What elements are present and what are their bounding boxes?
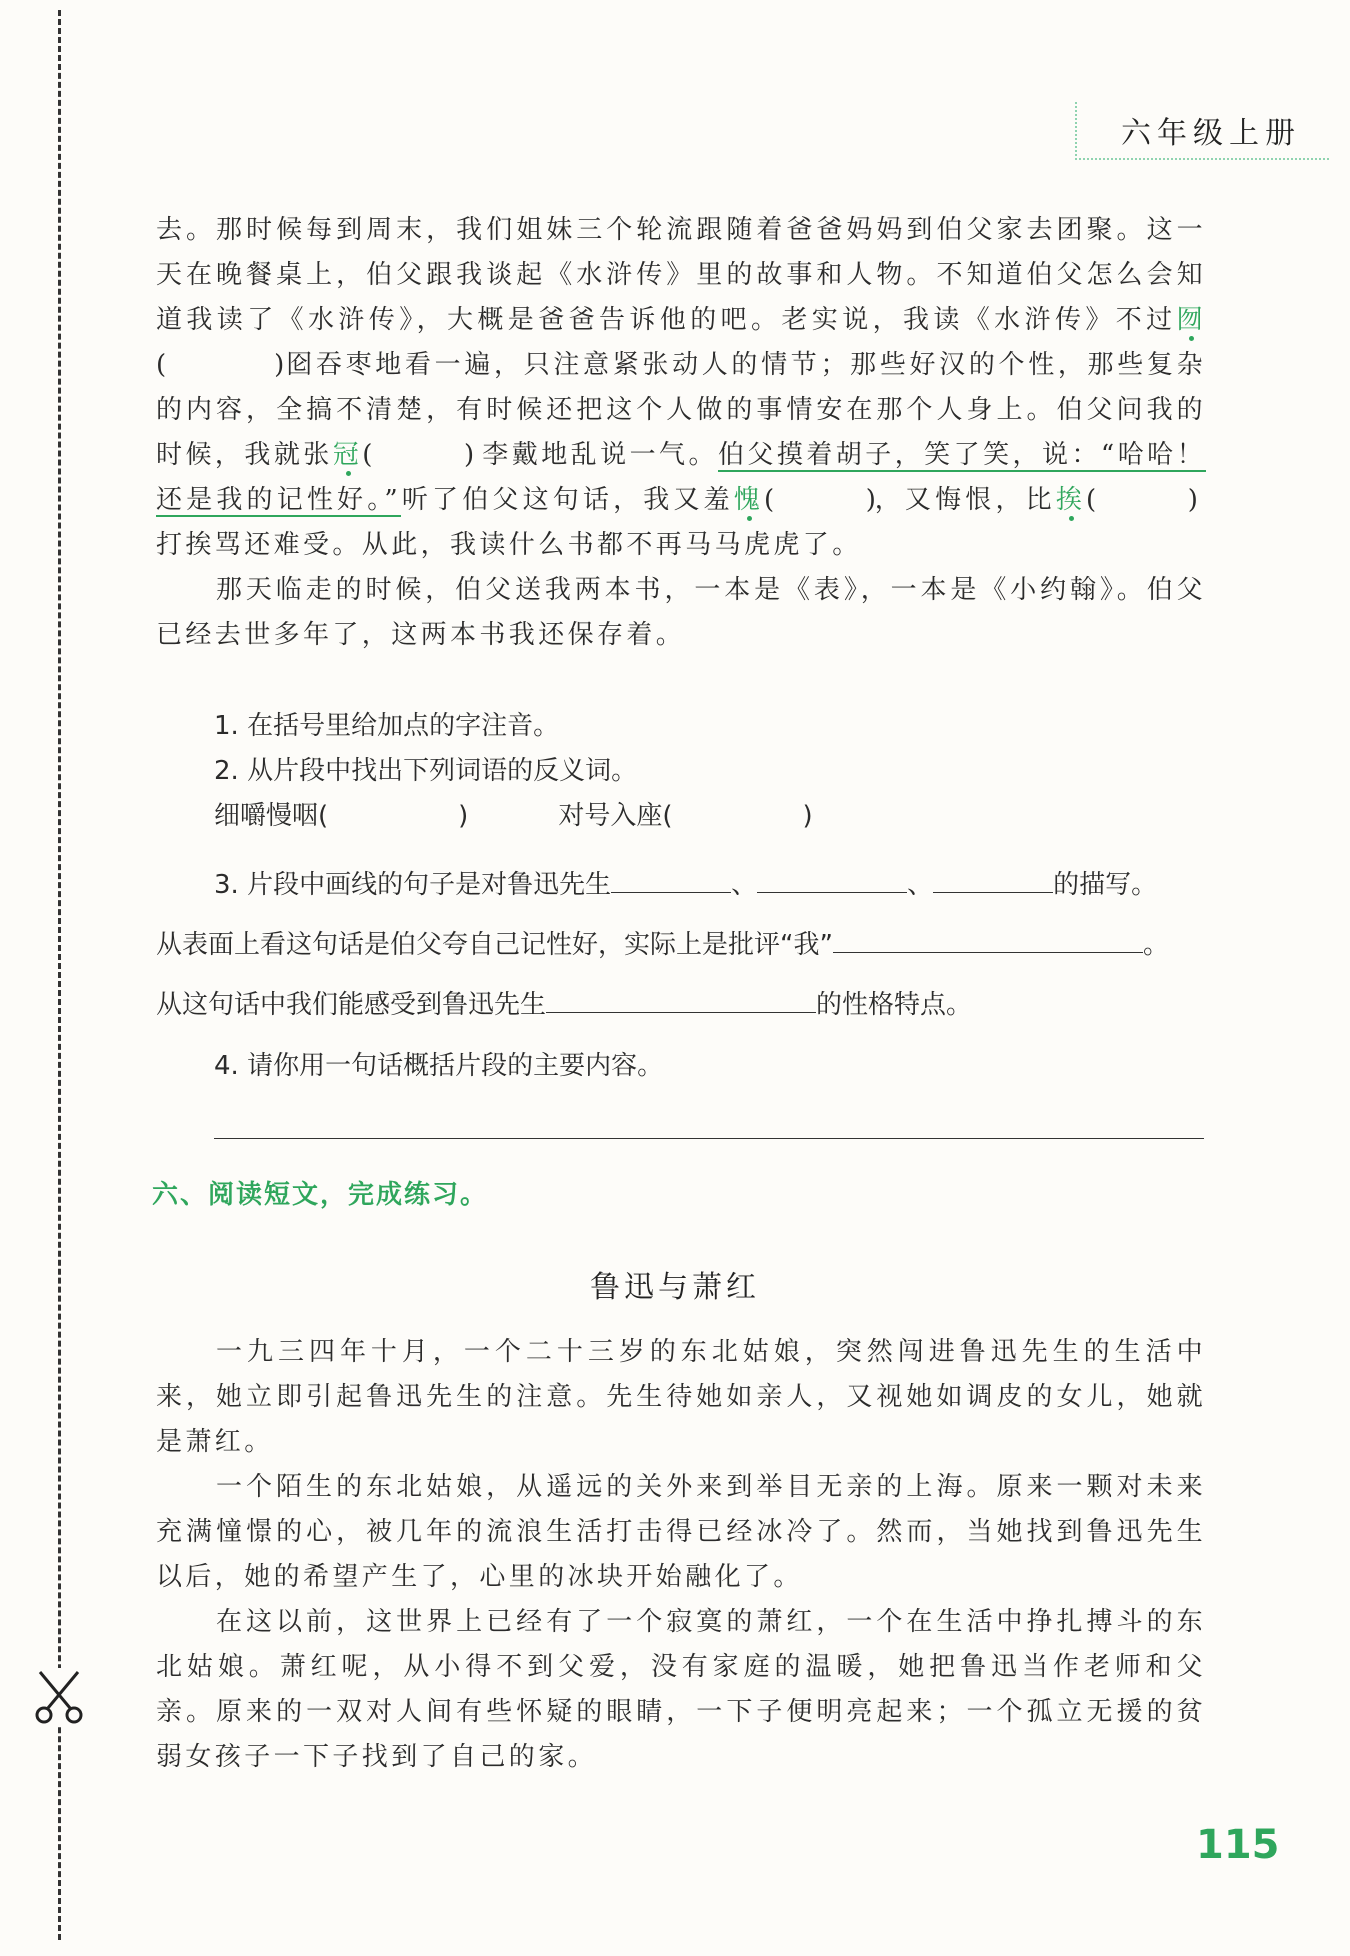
question-3-line-3: 从这句话中我们能感受到鲁迅先生 的性格特点。 xyxy=(156,982,1216,1028)
grade-label: 六年级上册 xyxy=(1121,116,1301,151)
question-4-block xyxy=(214,1044,1206,1089)
article-paragraph-3: 在这以前，这世界上已经有了一个寂寞的萧红，一个在生活中挣扎搏斗的东北姑娘。萧红呢，从小得不到父爱，没有家庭的温暖，她把鲁迅当作老师和父亲。原来的一双对人间有些怀疑的眼睛，一下子便明亮起来；一个孤立无援的贫弱女孩子一下子找到了自己的家。 xyxy=(156,1607,1206,1772)
question-3-line-1: 3. 片段中画线的句子是对鲁迅先生 、 、 的描写。 xyxy=(214,862,1214,908)
q3-blank-5[interactable] xyxy=(546,982,816,1013)
dotted-char-ai: 挨 xyxy=(1055,485,1086,515)
article-title: 鲁迅与萧红 xyxy=(590,1270,760,1305)
q3-blank-2[interactable] xyxy=(757,862,907,893)
article-paragraph-2: 一个陌生的东北姑娘，从遥远的关外来到举目无亲的上海。原来一颗对未来充满憧憬的心，被几年的流浪生活打击得已经冰冷了。然而，当她找到鲁迅先生以后，她的希望产生了，心里的冰块开始融化了。 xyxy=(156,1472,1206,1592)
q4-answer-line[interactable] xyxy=(214,1138,1204,1139)
passage-paragraph-1: 去。那时候每到周末，我们姐妹三个轮流跟随着爸爸妈妈到伯父家去团聚。这一天在晚餐桌上，伯父跟我谈起《水浒传》里的故事和人物。不知道伯父怎么会知道我读了《水浒传》，大概是爸爸告诉他的吧。老实说，我读《水浒传》不过囫( )囵吞枣地看一遍，只注意紧张动人的情节；那些好汉的个性，那些复杂的内容，全搞不清楚，有时候还把这个人做的事情安在那个人身上。伯父问我的时候，我就张冠( ) 李戴地乱说一气。伯父摸着胡子，笑了笑，说：“哈哈！还是我的记性好。”听了伯父这句话，我又羞愧( )，又悔恨，比挨( )打挨骂还难受。从此，我读什么书都不再马马虎虎了。 xyxy=(156,215,1207,560)
q2-word-2: 对号入座 xyxy=(558,801,663,831)
pinyin-blank-4[interactable]: ( ) xyxy=(1086,485,1202,515)
question-3-line-2: 从表面上看这句话是伯父夸自己记性好，实际上是批评“我” 。 xyxy=(156,922,1216,968)
dotted-char-lun: 囫 xyxy=(1176,305,1206,335)
section-6-title: 六、阅读短文，完成练习。 xyxy=(152,1180,489,1210)
q2-blank-1[interactable]: ( ) xyxy=(318,801,469,831)
question-1: 1. 在括号里给加点的字注音。 xyxy=(214,711,560,741)
dotted-char-kui: 愧 xyxy=(733,485,764,515)
pinyin-blank-2[interactable]: ( ) xyxy=(362,440,478,470)
article-paragraph-1: 一九三四年十月，一个二十三岁的东北姑娘，突然闯进鲁迅先生的生活中来，她立即引起鲁迅先生的注意。先生待她如亲人，又视她如调皮的女儿，她就是萧红。 xyxy=(156,1337,1206,1457)
underlined-sentence: 伯父摸着胡子，笑了笑，说：“哈哈！还是我的记性好。” xyxy=(156,440,1207,515)
q3-blank-3[interactable] xyxy=(933,862,1053,893)
q2-blank-2[interactable]: ( ) xyxy=(662,801,813,831)
q3-blank-1[interactable] xyxy=(611,862,731,893)
q2-word-1: 细嚼慢咽 xyxy=(214,801,319,831)
page-number: 115 xyxy=(1196,1822,1280,1868)
question-2: 2. 从片段中找出下列词语的反义词。 xyxy=(214,756,638,786)
article-body xyxy=(156,1330,1206,1780)
q3-blank-4[interactable] xyxy=(833,922,1143,953)
cut-line xyxy=(58,10,61,1940)
question-2-words xyxy=(214,794,1206,839)
questions-block xyxy=(214,704,1206,839)
passage-paragraph-2: 那天临走的时候，伯父送我两本书，一本是《表》，一本是《小约翰》。伯父已经去世多年了，这两本书我还保存着。 xyxy=(156,575,1206,650)
dotted-char-guan: 冠 xyxy=(332,440,363,470)
grade-tag xyxy=(1075,102,1329,160)
pinyin-blank-1[interactable]: ( ) xyxy=(156,350,288,380)
scissors-icon xyxy=(30,1668,88,1726)
passage-excerpt xyxy=(156,208,1206,658)
question-4: 4. 请你用一句话概括片段的主要内容。 xyxy=(214,1051,664,1081)
pinyin-blank-3[interactable]: ( ) xyxy=(763,485,880,515)
